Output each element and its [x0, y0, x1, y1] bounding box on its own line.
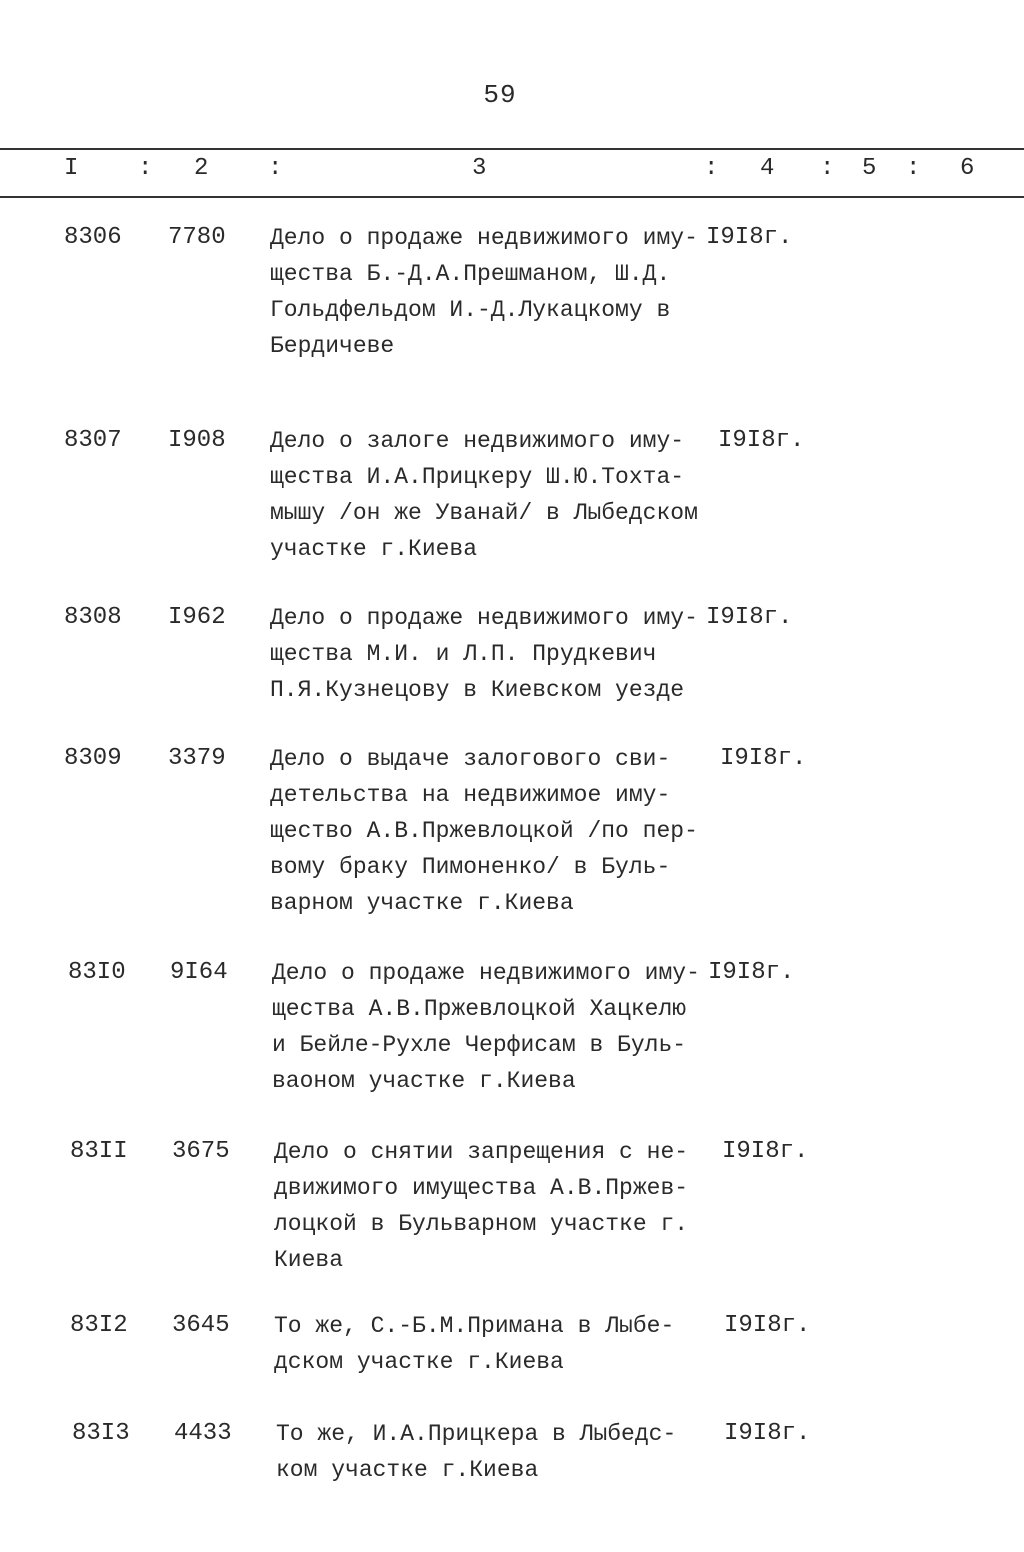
column-separator: : — [704, 155, 719, 182]
entry-description — [274, 1134, 724, 1278]
entry-code: 3675 — [172, 1138, 230, 1165]
description-line: Киева — [274, 1247, 344, 1273]
description-line: П.Я.Кузнецову в Киевском уезде — [270, 677, 685, 703]
column-header-2: 2 — [194, 155, 209, 182]
header-bottom-rule — [0, 196, 1024, 198]
description-line: щества А.В.Пржевлоцкой Хацкелю — [272, 996, 687, 1022]
entry-code: I962 — [168, 604, 226, 631]
entry-year: I9I8г. — [706, 224, 793, 251]
entry-year: I9I8г. — [720, 745, 807, 772]
entry-description — [276, 1416, 726, 1488]
entry-year: I9I8г. — [718, 427, 805, 454]
entry-number: 8306 — [64, 224, 122, 251]
header-top-rule — [0, 148, 1024, 150]
entry-number: 83II — [70, 1138, 128, 1165]
description-line: щества И.А.Прицкеру Ш.Ю.Тохта- — [270, 464, 685, 490]
description-line: и Бейле-Рухле Черфисам в Буль- — [272, 1032, 687, 1058]
entry-number: 8309 — [64, 745, 122, 772]
description-line: щества Б.-Д.А.Прешманом, Ш.Д. — [270, 261, 671, 287]
description-line: мышу /он же Уванай/ в Лыбедском — [270, 500, 698, 526]
description-line: То же, И.А.Прицкера в Лыбедс- — [276, 1421, 677, 1447]
column-separator: : — [138, 155, 153, 182]
description-line: Дело о выдаче залогового сви- — [270, 746, 671, 772]
entry-year: I9I8г. — [724, 1420, 811, 1447]
description-line: Дело о продаже недвижимого иму- — [270, 225, 698, 251]
column-separator: : — [906, 155, 921, 182]
description-line: участке г.Киева — [270, 536, 478, 562]
entry-number: 83I3 — [72, 1420, 130, 1447]
description-line: лоцкой в Бульварном участке г. — [274, 1211, 689, 1237]
column-header-1: I — [64, 155, 79, 182]
entry-description — [272, 955, 722, 1099]
entry-number: 8308 — [64, 604, 122, 631]
column-header-3: 3 — [472, 155, 487, 182]
entry-description — [270, 220, 720, 364]
entry-year: I9I8г. — [722, 1138, 809, 1165]
entry-code: 4433 — [174, 1420, 232, 1447]
entry-year: I9I8г. — [724, 1312, 811, 1339]
description-line: Дело о продаже недвижимого иму- — [272, 960, 700, 986]
column-header-4: 4 — [760, 155, 775, 182]
description-line: щества М.И. и Л.П. Прудкевич — [270, 641, 657, 667]
description-line: ваоном участке г.Киева — [272, 1068, 576, 1094]
entry-description — [270, 741, 720, 921]
entry-code: I908 — [168, 427, 226, 454]
description-line: Гольдфельдом И.-Д.Лукацкому в — [270, 297, 671, 323]
entry-number: 83I2 — [70, 1312, 128, 1339]
entry-year: I9I8г. — [706, 604, 793, 631]
description-line: То же, С.-Б.М.Примана в Лыбе- — [274, 1313, 675, 1339]
description-line: Бердичеве — [270, 333, 395, 359]
description-line: Дело о залоге недвижимого иму- — [270, 428, 685, 454]
description-line: движимого имущества А.В.Пржев- — [274, 1175, 689, 1201]
description-line: ком участке г.Киева — [276, 1457, 539, 1483]
description-line: Дело о снятии запрещения с не- — [274, 1139, 689, 1165]
column-header-5: 5 — [862, 155, 877, 182]
entry-description — [270, 600, 720, 708]
description-line: Дело о продаже недвижимого иму- — [270, 605, 698, 631]
description-line: детельства на недвижимое иму- — [270, 782, 671, 808]
entry-code: 9I64 — [170, 959, 228, 986]
column-separator: : — [820, 155, 835, 182]
column-separator: : — [268, 155, 283, 182]
column-header-6: 6 — [960, 155, 975, 182]
description-line: дском участке г.Киева — [274, 1349, 564, 1375]
entry-code: 3645 — [172, 1312, 230, 1339]
page-number: 59 — [483, 80, 517, 110]
description-line: варном участке г.Киева — [270, 890, 574, 916]
description-line: вому браку Пимоненко/ в Буль- — [270, 854, 671, 880]
entry-description — [270, 423, 720, 567]
description-line: щество А.В.Пржевлоцкой /по пер- — [270, 818, 698, 844]
entry-number: 8307 — [64, 427, 122, 454]
entry-year: I9I8г. — [708, 959, 795, 986]
entry-code: 3379 — [168, 745, 226, 772]
entry-number: 83I0 — [68, 959, 126, 986]
entry-description — [274, 1308, 724, 1380]
entry-code: 7780 — [168, 224, 226, 251]
